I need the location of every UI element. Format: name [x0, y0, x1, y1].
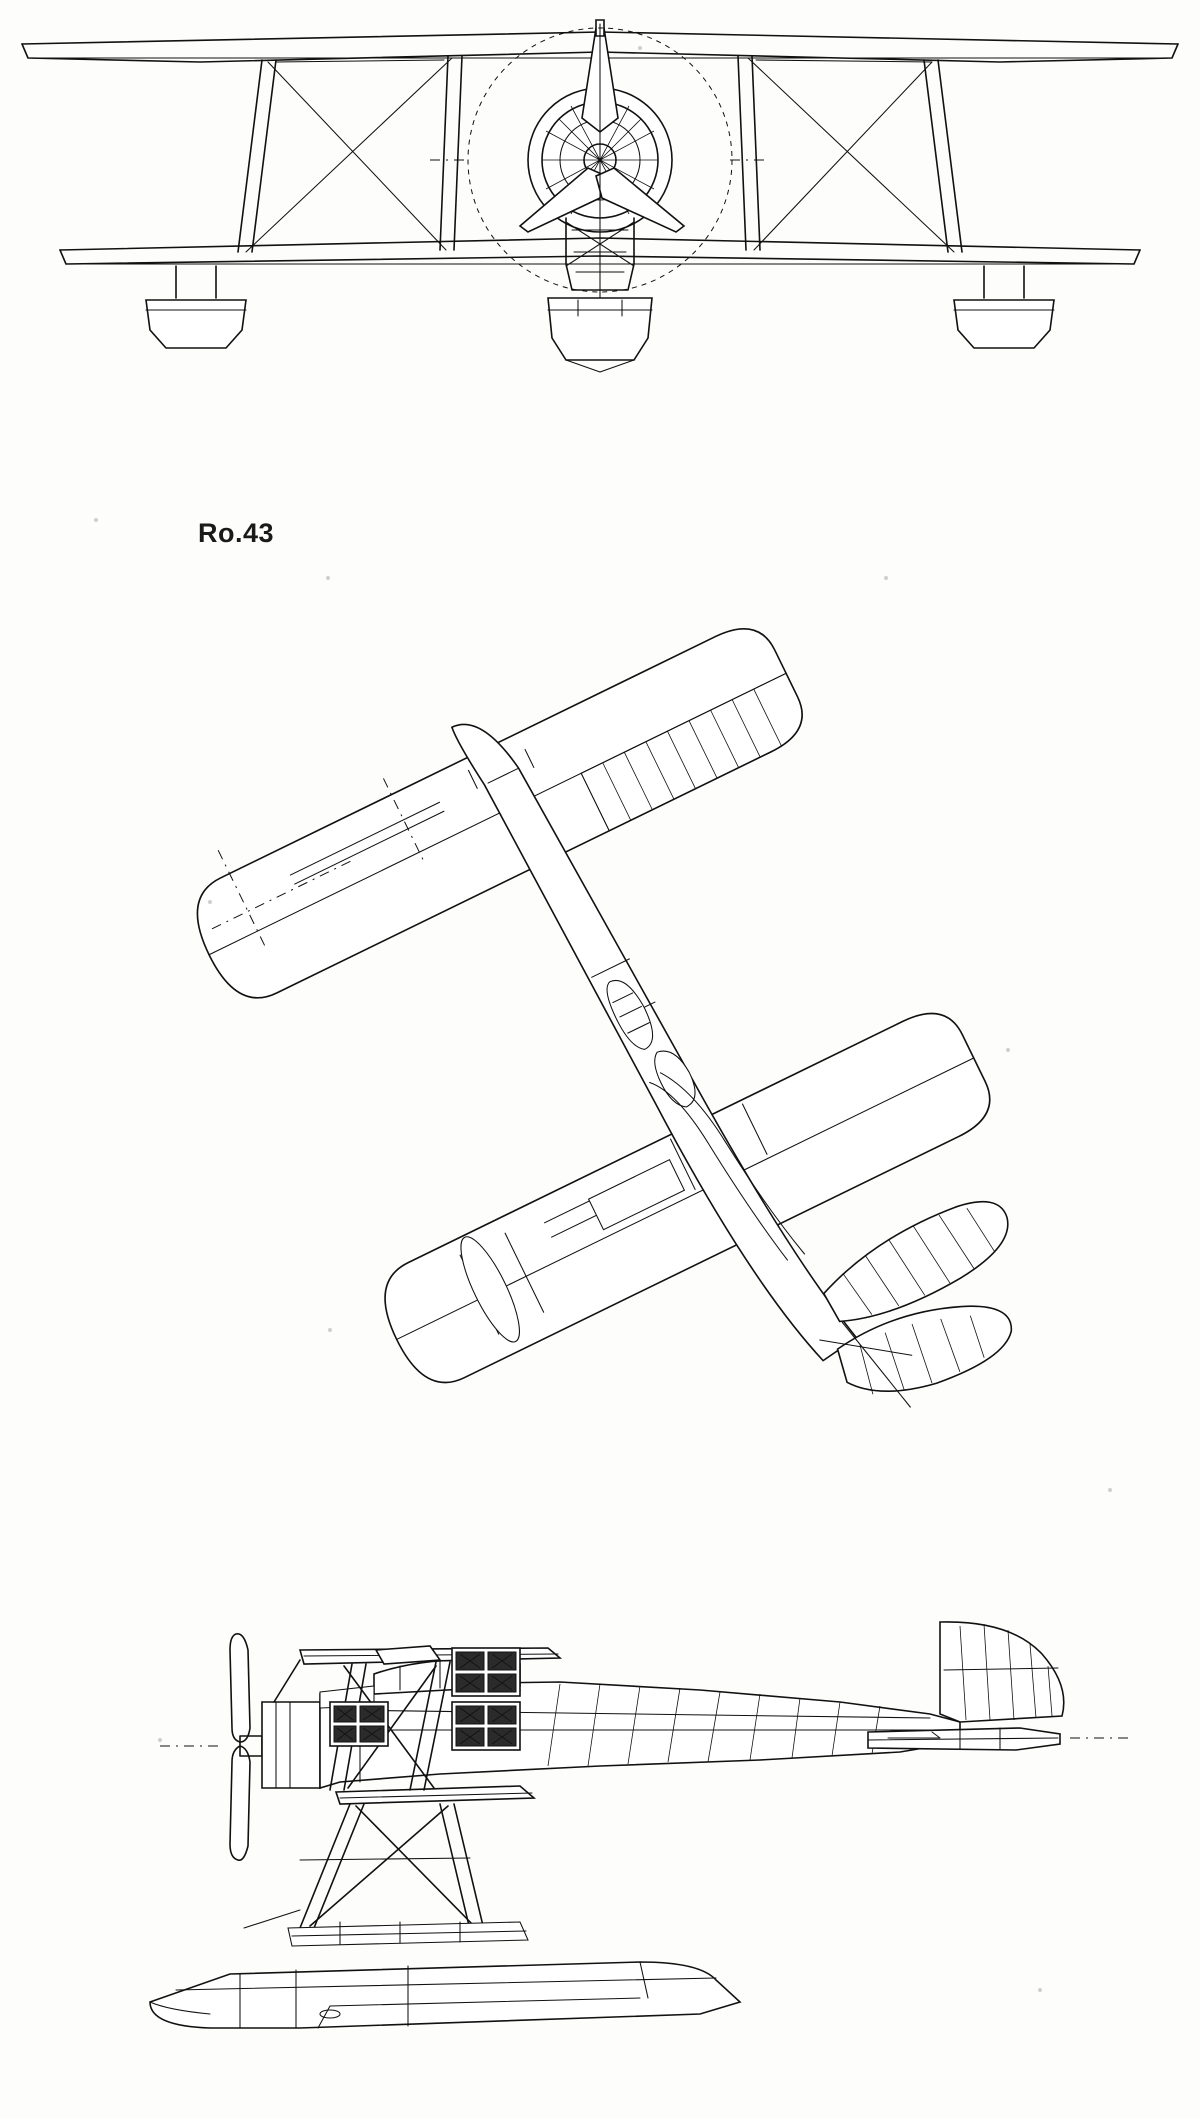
plan-rotated-group	[166, 585, 1099, 1520]
side-float-struts	[244, 1804, 484, 1930]
plan-upper-wing	[181, 616, 814, 1012]
front-elevation-view	[0, 0, 1200, 450]
drawing-caption: Ro.43	[198, 518, 275, 548]
plan-view	[0, 560, 1200, 1520]
side-upper-wing	[300, 1646, 560, 1664]
plan-tailplane	[793, 1187, 1064, 1430]
side-propeller	[230, 1634, 262, 1860]
front-centre-float	[548, 298, 652, 372]
insignia-upper-wing	[452, 1648, 520, 1696]
side-fin-rudder	[940, 1622, 1064, 1722]
side-cross-strut-detail	[288, 1922, 528, 1946]
insignia-fuselage-mid	[452, 1702, 520, 1750]
front-wingtip-float-left	[146, 266, 246, 348]
side-elevation-view	[0, 1610, 1200, 2118]
side-main-float	[150, 1962, 740, 2028]
insignia-fuselage-forward	[330, 1702, 388, 1746]
side-fuselage	[320, 1682, 960, 1788]
side-tailplane	[868, 1728, 1060, 1750]
side-lower-wing	[336, 1786, 534, 1804]
side-engine-cowling	[262, 1702, 320, 1788]
front-wingtip-float-right	[954, 266, 1054, 348]
